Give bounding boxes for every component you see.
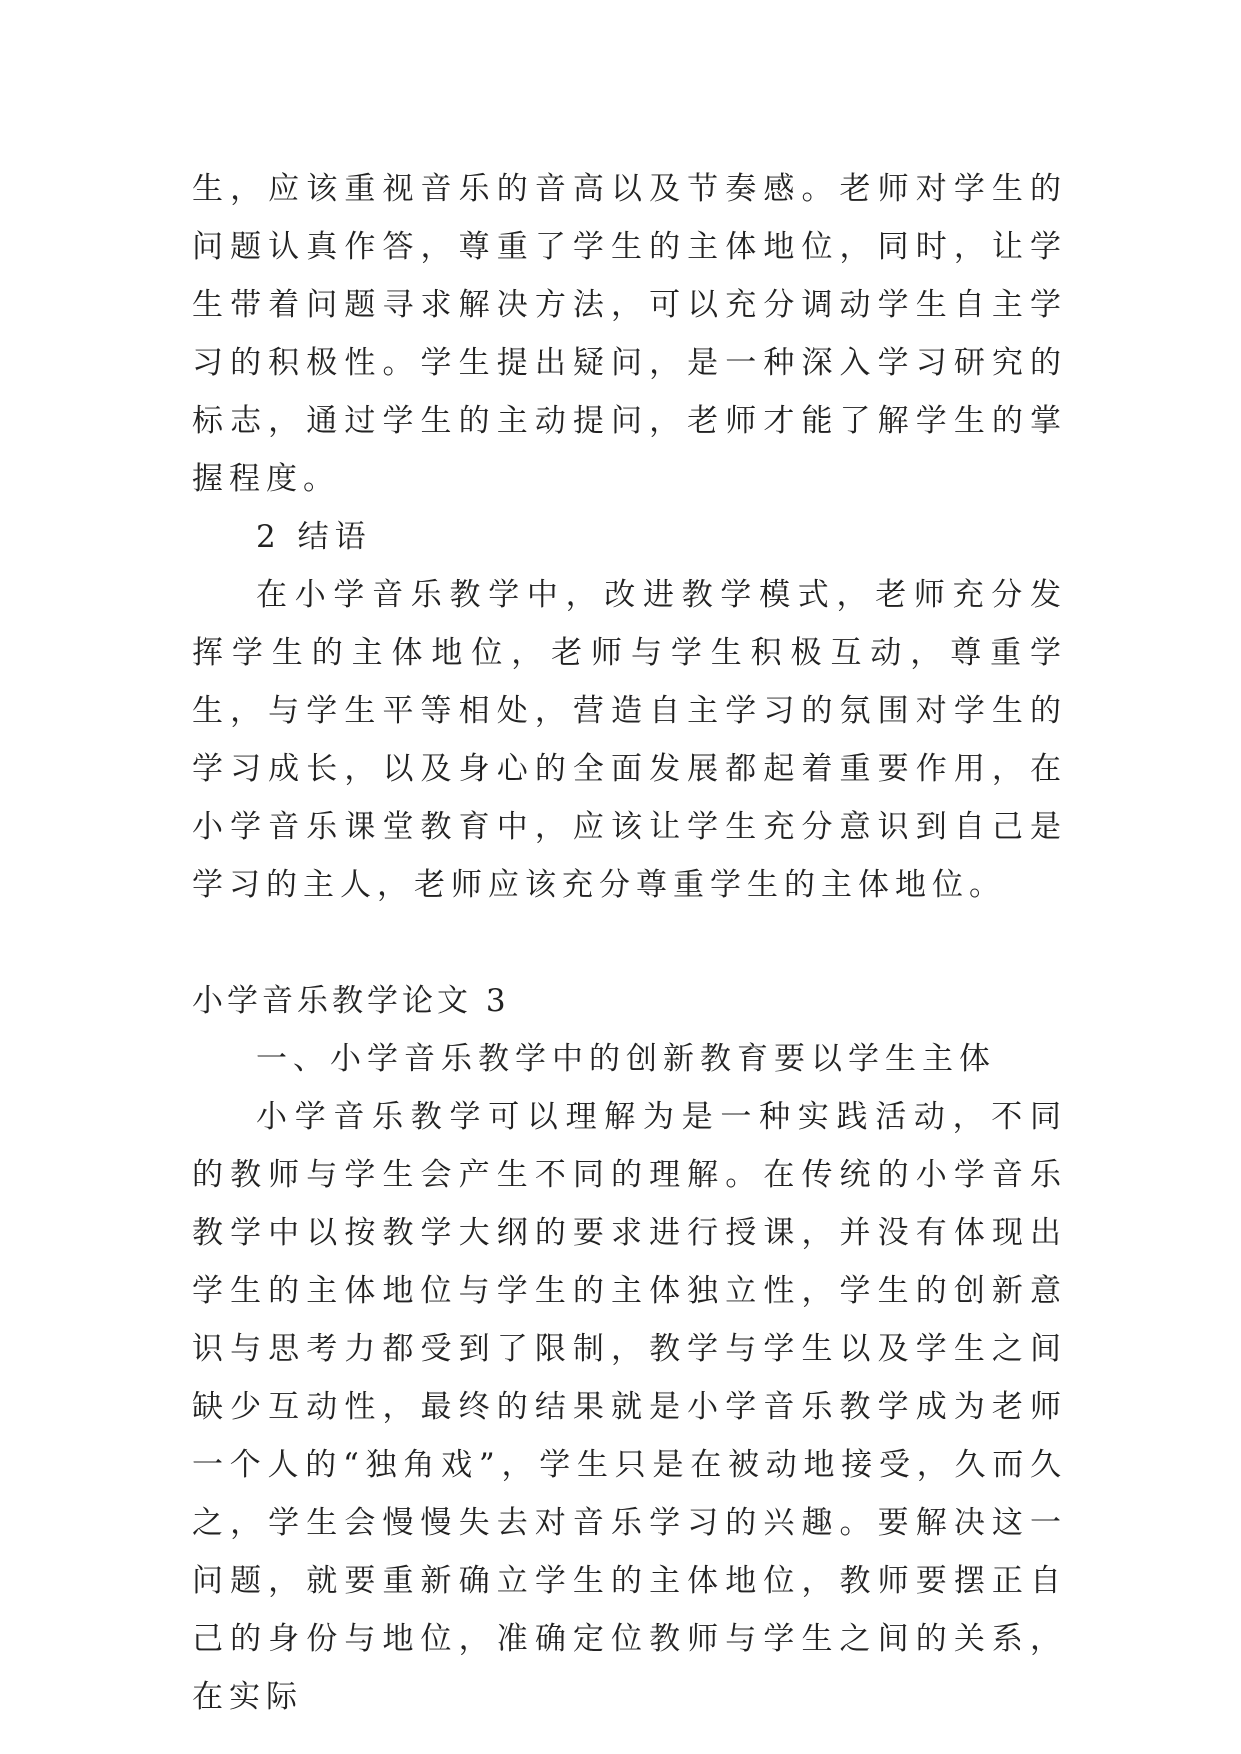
section-heading-1: 一、小学音乐教学中的创新教育要以学生主体	[256, 1041, 996, 1077]
paragraph-conclusion: 在小学音乐教学中，改进教学模式，老师充分发挥学生的主体地位，老师与学生积极互动，尊重学生，与学生平等相处，营造自主学习的氛围对学生的学习成长，以及身心的全面发展都起着重要作用，在小学音乐课堂教育中，应该让学生充分意识到自己是学习的主人，老师应该充分尊重学生的主体地位。	[192, 577, 1067, 903]
paragraph-section-1: 小学音乐教学可以理解为是一种实践活动，不同的教师与学生会产生不同的理解。在传统的小学音乐教学中以按教学大纲的要求进行授课，并没有体现出学生的主体地位与学生的主体独立性，学生的创新意识与思考力都受到了限制，教学与学生以及学生之间缺少互动性，最终的结果就是小学音乐教学成为老师一个人的“独角戏”，学生只是在被动地接受，久而久之，学生会慢慢失去对音乐学习的兴趣。要解决这一问题，就要重新确立学生的主体地位，教师要摆正自己的身份与地位，准确定位教师与学生之间的关系，在实际	[192, 1099, 1067, 1715]
document-body	[192, 160, 1067, 1726]
paragraph-continuation: 生，应该重视音乐的音高以及节奏感。老师对学生的问题认真作答，尊重了学生的主体地位，同时，让学生带着问题寻求解决方法，可以充分调动学生自主学习的积极性。学生提出疑问，是一种深入学习研究的标志，通过学生的主动提问，老师才能了解学生的掌握程度。	[192, 171, 1067, 497]
article-title: 小学音乐教学论文 3	[192, 983, 510, 1019]
section-heading-conclusion: 2 结语	[256, 519, 372, 555]
paragraph-gap	[192, 914, 1067, 972]
